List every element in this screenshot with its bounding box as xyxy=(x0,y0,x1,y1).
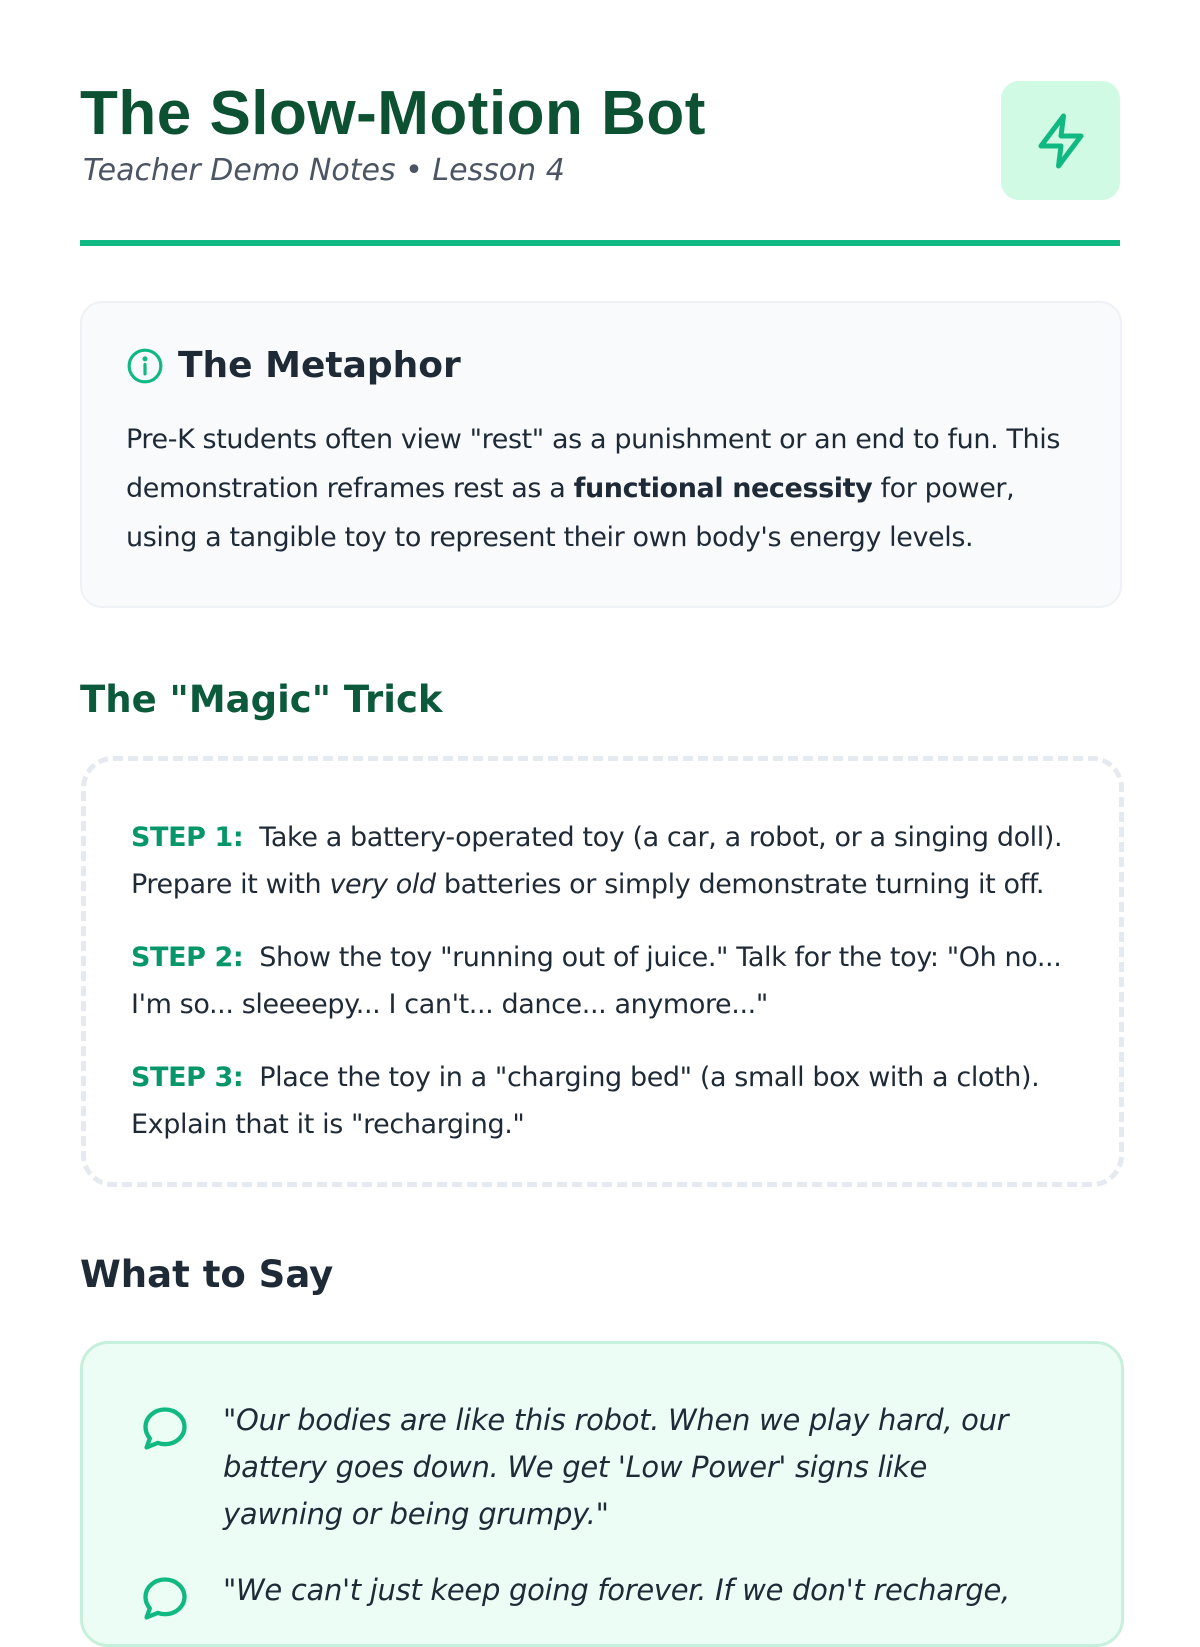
metaphor-text-part: for power, using a tangible toy to represent their own body's energy levels. xyxy=(126,473,1015,553)
metaphor-text-part: Pre-K students often view "rest" as a punishment or an end to fun. This demonstration reframes rest as a xyxy=(126,424,1061,504)
page-subtitle: Teacher Demo Notes • Lesson 4 xyxy=(83,153,565,188)
page-title: The Slow-Motion Bot xyxy=(80,79,706,148)
script-quote xyxy=(139,1567,1053,1625)
info-circle-icon xyxy=(126,347,164,385)
speech-bubble-icon xyxy=(139,1403,191,1455)
step-text: Take a battery-operated toy (a car, a robot, or a singing doll). Prepare it with xyxy=(131,822,1063,900)
magic-trick-heading: The "Magic" Trick xyxy=(80,678,443,721)
metaphor-title: The Metaphor xyxy=(178,345,461,386)
step-2 xyxy=(131,934,1081,1028)
speech-bubble-icon xyxy=(139,1573,191,1625)
step-emphasis: very old xyxy=(329,869,436,900)
step-text: Place the toy in a "charging bed" (a small box with a cloth). Explain that it is "recharging." xyxy=(131,1062,1040,1140)
header-divider xyxy=(80,240,1120,246)
metaphor-emphasis: functional necessity xyxy=(573,473,873,504)
script-quote xyxy=(139,1397,1053,1538)
quote-text: "Our bodies are like this robot. When we play hard, our battery goes down. We get 'Low Power' signs like yawning or being grumpy." xyxy=(223,1403,1009,1531)
what-to-say-heading: What to Say xyxy=(80,1253,334,1296)
steps-box xyxy=(81,756,1124,1187)
metaphor-header xyxy=(126,345,461,386)
step-text: Show the toy "running out of juice." Talk for the toy: "Oh no... I'm so... sleeeepy... I can't... dance... anymore..." xyxy=(131,942,1062,1020)
step-text: batteries or simply demonstrate turning it off. xyxy=(435,869,1045,900)
quote-text: "We can't just keep going forever. If we don't recharge, xyxy=(223,1573,1010,1607)
metaphor-text xyxy=(126,415,1086,562)
step-label: STEP 2: xyxy=(131,942,244,973)
step-label: STEP 1: xyxy=(131,822,244,853)
step-1 xyxy=(131,814,1081,908)
step-3 xyxy=(131,1054,1081,1148)
lightning-bolt-icon xyxy=(1031,109,1091,173)
metaphor-card xyxy=(80,301,1122,608)
step-label: STEP 3: xyxy=(131,1062,244,1093)
script-box xyxy=(80,1341,1124,1647)
lightning-badge xyxy=(1001,81,1120,200)
